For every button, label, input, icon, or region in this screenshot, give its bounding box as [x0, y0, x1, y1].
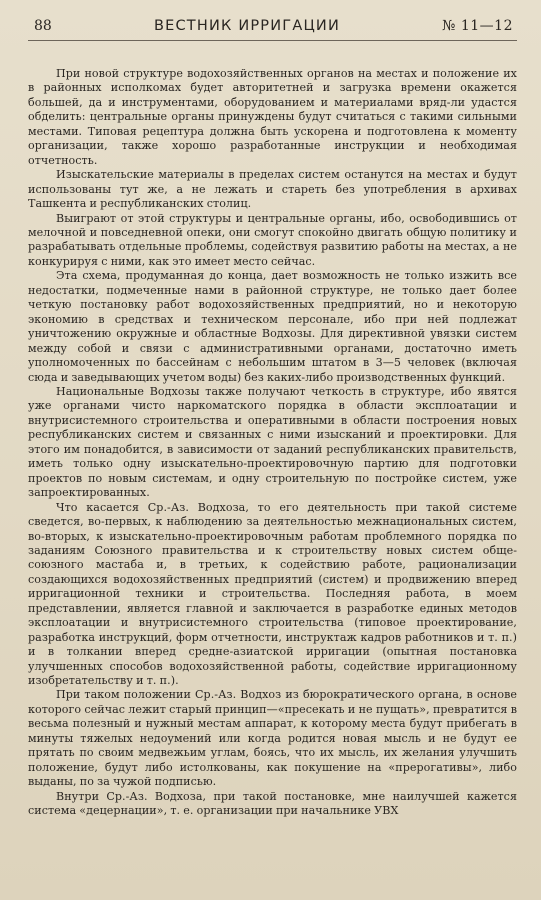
paragraph: При новой структуре водохозяйственных органов на местах и положение их в районных исполкомах будет авторитетней и загрузка времени окажется большей, да и инструментами, оборудованием и материалами вряд-ли удастся обделить: центральные органы принуждены будут считаться с такими сильными местами. Типовая рецептура должна быть ускорена и подготовлена к моменту организации, также хорошо разработанные инструкции и необходимая отчетность. [28, 67, 517, 167]
issue-number: № 11—12 [442, 18, 513, 34]
paragraph: Изыскательские материалы в пределах систем останутся на местах и будут использованы тут же, а не лежать и стареть без употребления в архивах Ташкента и республиканских столиц. [28, 168, 517, 211]
paragraph: Внутри Ср.-Аз. Водхоза, при такой постановке, мне наилучшей кажется система «децернации», т. е. организации при начальнике УВХ [28, 789, 517, 818]
paragraph: Национальные Водхозы также получают четкость в структуре, ибо явятся уже органами чисто наркоматского порядка в области эксплоатации и внутрисистемного строительства и оперативными в области построения новых республиканских систем и связанных с ними изысканий и проектировки. Для этого им понадобится, в зависимости от заданий республиканских правительств, иметь только одну изыскательно-проектировочную партию для подготовки проектов по новым системам, и одну строительную по постройке систем, уже запроектированных. [28, 384, 517, 500]
paragraph: При таком положении Ср.-Аз. Водхоз из бюрократического органа, в основе которого сейчас лежит старый принцип—«пресекать и не пущать», превратится в весьма полезный и нужный местам аппарат, к которому места будут прибегать в минуты тяжелых недоумений или когда родится новая мысль и не будут ее прятать по своим медвежьим углам, боясь, что их мысль, их желания улучшить положение, будут либо истолкованы, как покушение на «прерогативы», либо выданы, по за чужой подписью. [28, 688, 517, 789]
article-body [28, 67, 517, 819]
page-number: 88 [34, 18, 52, 34]
paragraph: Эта схема, продуманная до конца, дает возможность не только изжить все недостатки, подмеченные нами в районной структуре, не только дает более четкую постановку работ водохозяйственных предприятий, но и некоторую экономию в средствах и техническом персонале, ибо при ней подлежат уничтожению окружные и областные Водхозы. Для директивной увязки систем между собой и связи с административными органами, достаточно иметь уполномоченных по бассейнам с небольшим штатом в 3—5 человек (включая сюда и заведывающих учетом воды) без каких-либо производственных функций. [28, 269, 517, 384]
paragraph: Что касается Ср.-Аз. Водхоза, то его деятельность при такой системе сведется, во-первых, к наблюдению за деятельностью межнациональных систем, во-вторых, к изыскательно-проектировочным работам проблемного порядка по заданиям Союзного правительства и к строительству новых систем обще-союзного мастаба и, в третьих, к содействию работе, рационализации создающихся водохозяйственных предприятий (систем) и продвижению вперед ирригационной техники и строительства. Последняя работа, в моем представлении, является главной и заключается в разработке единых методов эксплоатации и внутрисистемного строительства (типовое проектирование, разработка инструкций, форм отчетности, инструктаж кадров работников и т. п.) и в толкании вперед средне-азиатской ирригации (опытная постановка улучшенных способов водохозяйственной работы, содействие ирригационному изобретательству и т. п.). [28, 500, 517, 688]
page-header [28, 18, 517, 41]
journal-title: ВЕСТНИК ИРРИГАЦИИ [153, 18, 341, 34]
paragraph: Выиграют от этой структуры и центральные органы, ибо, освободившись от мелочной и повседневной опеки, они смогут спокойно двигать общую политику и разрабатывать отдельные проблемы, содействуя развитию работы на местах, а не конкурируя с ними, как это имеет место сейчас. [28, 211, 517, 268]
